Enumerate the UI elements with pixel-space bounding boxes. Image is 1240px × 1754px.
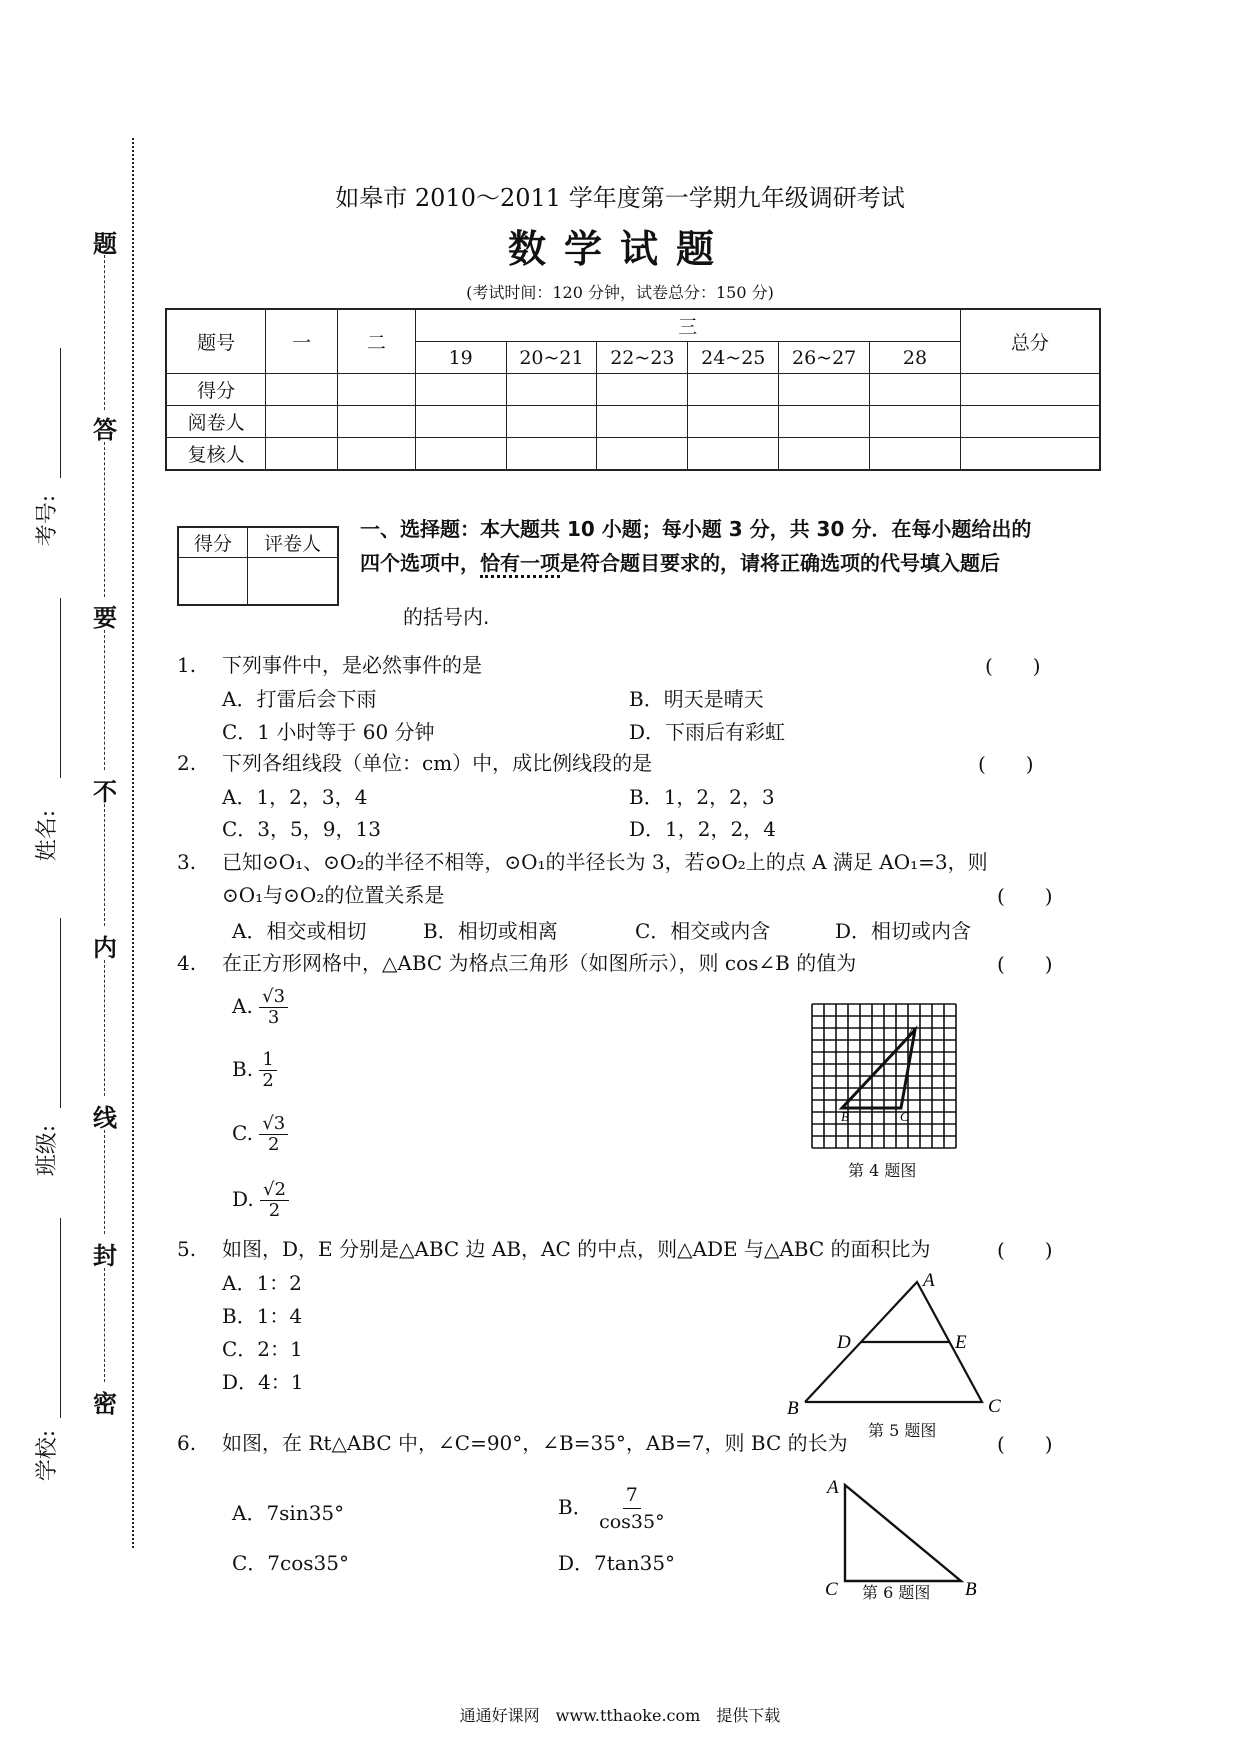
point-b-label: B <box>787 1398 799 1418</box>
score-cell[interactable] <box>506 438 597 471</box>
name-field[interactable] <box>60 598 61 778</box>
score-cell[interactable] <box>688 374 779 406</box>
seal-char: 封 <box>93 1241 117 1270</box>
score-cell[interactable] <box>597 406 688 438</box>
score-cell[interactable] <box>870 438 961 471</box>
point-c-label: C <box>900 1109 909 1124</box>
q6-number: 6. <box>177 1431 197 1455</box>
option-d: D．下雨后有彩虹 <box>629 720 786 744</box>
grader-name-cell[interactable] <box>248 557 339 605</box>
score-cell[interactable] <box>960 374 1100 406</box>
table-row <box>166 438 1100 471</box>
point-d-label: D <box>837 1332 851 1353</box>
answer-paren[interactable]: ( ) <box>997 952 1053 976</box>
score-cell[interactable] <box>266 374 338 406</box>
grader-score-cell[interactable] <box>178 557 248 605</box>
point-e-label: E <box>955 1332 967 1353</box>
grid-lines <box>812 1004 956 1148</box>
option-d: D．1，2，2，4 <box>629 817 776 841</box>
score-cell[interactable] <box>415 374 506 406</box>
point-c-label: C <box>825 1579 838 1600</box>
margin-dash <box>104 804 105 926</box>
section-heading: 一、选择题：本大题共 10 小题；每小题 3 分，共 30 分．在每小题给出的 <box>360 517 1032 541</box>
q4-caption: 第 4 题图 <box>848 1161 917 1180</box>
class-field[interactable] <box>60 918 61 1108</box>
score-cell[interactable] <box>266 406 338 438</box>
score-cell[interactable] <box>779 374 870 406</box>
option-d: D．7tan35° <box>558 1551 676 1575</box>
q1-stem: 下列事件中，是必然事件的是 <box>222 653 482 677</box>
exam-number-label: 考号: <box>35 494 61 547</box>
score-cell[interactable] <box>870 406 961 438</box>
score-cell[interactable] <box>870 374 961 406</box>
score-cell[interactable] <box>779 406 870 438</box>
margin-dash <box>104 960 105 1096</box>
option-b: B．相切或相离 <box>423 919 558 943</box>
option-c: C．1 小时等于 60 分钟 <box>222 720 435 744</box>
score-cell[interactable] <box>960 406 1100 438</box>
margin-dash <box>104 1268 105 1382</box>
header-tihao: 题号 <box>166 309 266 374</box>
q5-number: 5. <box>177 1237 197 1261</box>
header-sub: 26~27 <box>779 342 870 374</box>
score-cell[interactable] <box>960 438 1100 471</box>
seal-char: 线 <box>93 1103 117 1132</box>
point-b-label: B <box>965 1579 977 1600</box>
seal-char: 答 <box>93 415 117 444</box>
row-label: 复核人 <box>166 438 266 471</box>
score-cell[interactable] <box>415 406 506 438</box>
table-row <box>166 406 1100 438</box>
q3-number: 3. <box>177 850 197 874</box>
option-b: B． $\frac{7}{\cos 35^\circ}$ <box>558 1484 665 1533</box>
binding-margin-line <box>132 138 134 1548</box>
point-a-label: A <box>923 1270 935 1291</box>
grader-label: 评卷人 <box>248 527 339 557</box>
q4-figure <box>808 1000 968 1160</box>
header-sub: 28 <box>870 342 961 374</box>
option-d: D．4：1 <box>222 1370 304 1394</box>
margin-dash <box>104 255 105 410</box>
q3-stem: 已知⊙O₁、⊙O₂的半径不相等，⊙O₁的半径长为 3，若⊙O₂上的点 A 满足 AO₁=3，则 <box>222 850 988 874</box>
section-instruction-end: 的括号内. <box>403 605 490 629</box>
margin-dash <box>104 442 105 597</box>
option-c: C．3，5，9，13 <box>222 817 381 841</box>
grader-score-label: 得分 <box>178 527 248 557</box>
q6-caption: 第 6 题图 <box>862 1583 931 1602</box>
footer-source: 通通好课网 www.tthaoke.com 提供下载 <box>459 1706 781 1725</box>
score-cell[interactable] <box>506 406 597 438</box>
header-sub: 24~25 <box>688 342 779 374</box>
option-b: B．1：4 <box>222 1304 303 1328</box>
score-cell[interactable] <box>597 374 688 406</box>
option-b: B．明天是晴天 <box>629 687 764 711</box>
score-cell[interactable] <box>597 438 688 471</box>
score-cell[interactable] <box>688 406 779 438</box>
q2-stem: 下列各组线段（单位：cm）中，成比例线段的是 <box>222 751 653 775</box>
score-cell[interactable] <box>338 406 416 438</box>
score-cell[interactable] <box>266 438 338 471</box>
option-b: B．1，2，2，3 <box>629 785 775 809</box>
q6-stem: 如图，在 Rt△ABC 中，∠C=90°，∠B=35°，AB=7，则 BC 的长为 <box>222 1431 848 1455</box>
score-cell[interactable] <box>779 438 870 471</box>
table-row <box>166 374 1100 406</box>
option-d: D. $\frac{√2}{2}$ <box>232 1180 289 1221</box>
triangle-abc <box>842 1030 915 1108</box>
row-label: 得分 <box>166 374 266 406</box>
seal-char: 题 <box>93 229 117 258</box>
exam-title: 如皋市 2010～2011 学年度第一学期九年级调研考试 <box>335 184 905 212</box>
q5-figure <box>785 1268 1015 1418</box>
q3-stem-continued: ⊙O₁与⊙O₂的位置关系是 <box>222 883 445 907</box>
school-field[interactable] <box>60 1218 61 1418</box>
score-cell[interactable] <box>415 438 506 471</box>
option-b: B. $\frac{1}{2}$ <box>232 1050 277 1091</box>
option-c: C．相交或内含 <box>635 919 771 943</box>
header-sub: 19 <box>415 342 506 374</box>
q1-number: 1. <box>177 653 197 677</box>
header-sub: 22~23 <box>597 342 688 374</box>
school-label: 学校: <box>35 1429 61 1482</box>
option-c: C．2：1 <box>222 1337 303 1361</box>
name-label: 姓名: <box>35 809 61 862</box>
option-a: A. $\frac{√3}{3}$ <box>232 987 288 1028</box>
q4-number: 4. <box>177 951 197 975</box>
margin-dash <box>104 1130 105 1234</box>
option-a: A．1，2，3，4 <box>222 785 368 809</box>
seal-char: 内 <box>93 933 117 962</box>
point-a-label: A <box>827 1477 839 1498</box>
grader-table <box>177 526 339 606</box>
option-a: A．1：2 <box>222 1271 302 1295</box>
option-d: D．相切或内含 <box>835 919 972 943</box>
seal-char: 不 <box>93 777 117 806</box>
score-cell[interactable] <box>338 374 416 406</box>
answer-paren[interactable]: ( ) <box>978 752 1034 776</box>
exam-number-field[interactable] <box>60 348 61 478</box>
seal-char: 要 <box>93 603 117 632</box>
header-part-one: 一 <box>266 309 338 374</box>
row-label: 阅卷人 <box>166 406 266 438</box>
q5-stem: 如图，D，E 分别是△ABC 边 AB，AC 的中点，则△ADE 与△ABC 的面积比为 <box>222 1237 931 1261</box>
point-c-label: C <box>988 1396 1001 1417</box>
header-part-three: 三 <box>415 309 960 342</box>
score-cell[interactable] <box>338 438 416 471</box>
option-a: A．7sin35° <box>232 1501 345 1525</box>
option-c: C. $\frac{√3}{2}$ <box>232 1114 288 1155</box>
exam-info: (考试时间：120 分钟，试卷总分：150 分) <box>466 283 774 302</box>
class-label: 班级: <box>35 1124 61 1177</box>
q5-caption: 第 5 题图 <box>868 1421 937 1440</box>
header-sub: 20~21 <box>506 342 597 374</box>
header-part-two: 二 <box>338 309 416 374</box>
q4-stem: 在正方形网格中，△ABC 为格点三角形（如图所示），则 cos∠B 的值为 <box>222 951 857 975</box>
option-a: A．打雷后会下雨 <box>222 687 377 711</box>
answer-paren[interactable]: ( ) <box>985 654 1041 678</box>
answer-paren[interactable]: ( ) <box>997 884 1053 908</box>
score-cell[interactable] <box>688 438 779 471</box>
score-cell[interactable] <box>506 374 597 406</box>
section-instruction: 四个选项中，恰有一项是符合题目要求的，请将正确选项的代号填入题后 <box>360 546 1000 580</box>
seal-char: 密 <box>93 1389 117 1418</box>
point-a-label: A <box>908 1024 916 1039</box>
header-total: 总分 <box>960 309 1100 374</box>
subject-title: 数学试题 <box>507 226 732 271</box>
option-a: A．相交或相切 <box>232 919 367 943</box>
answer-paren[interactable]: ( ) <box>997 1432 1053 1456</box>
right-triangle-abc <box>845 1485 961 1581</box>
emphasis-text: 恰有一项 <box>480 551 560 578</box>
q2-number: 2. <box>177 751 197 775</box>
score-table <box>165 308 1101 471</box>
point-b-label: B <box>841 1109 849 1124</box>
option-c: C．7cos35° <box>232 1551 349 1575</box>
answer-paren[interactable]: ( ) <box>997 1238 1053 1262</box>
margin-dash <box>104 630 105 770</box>
